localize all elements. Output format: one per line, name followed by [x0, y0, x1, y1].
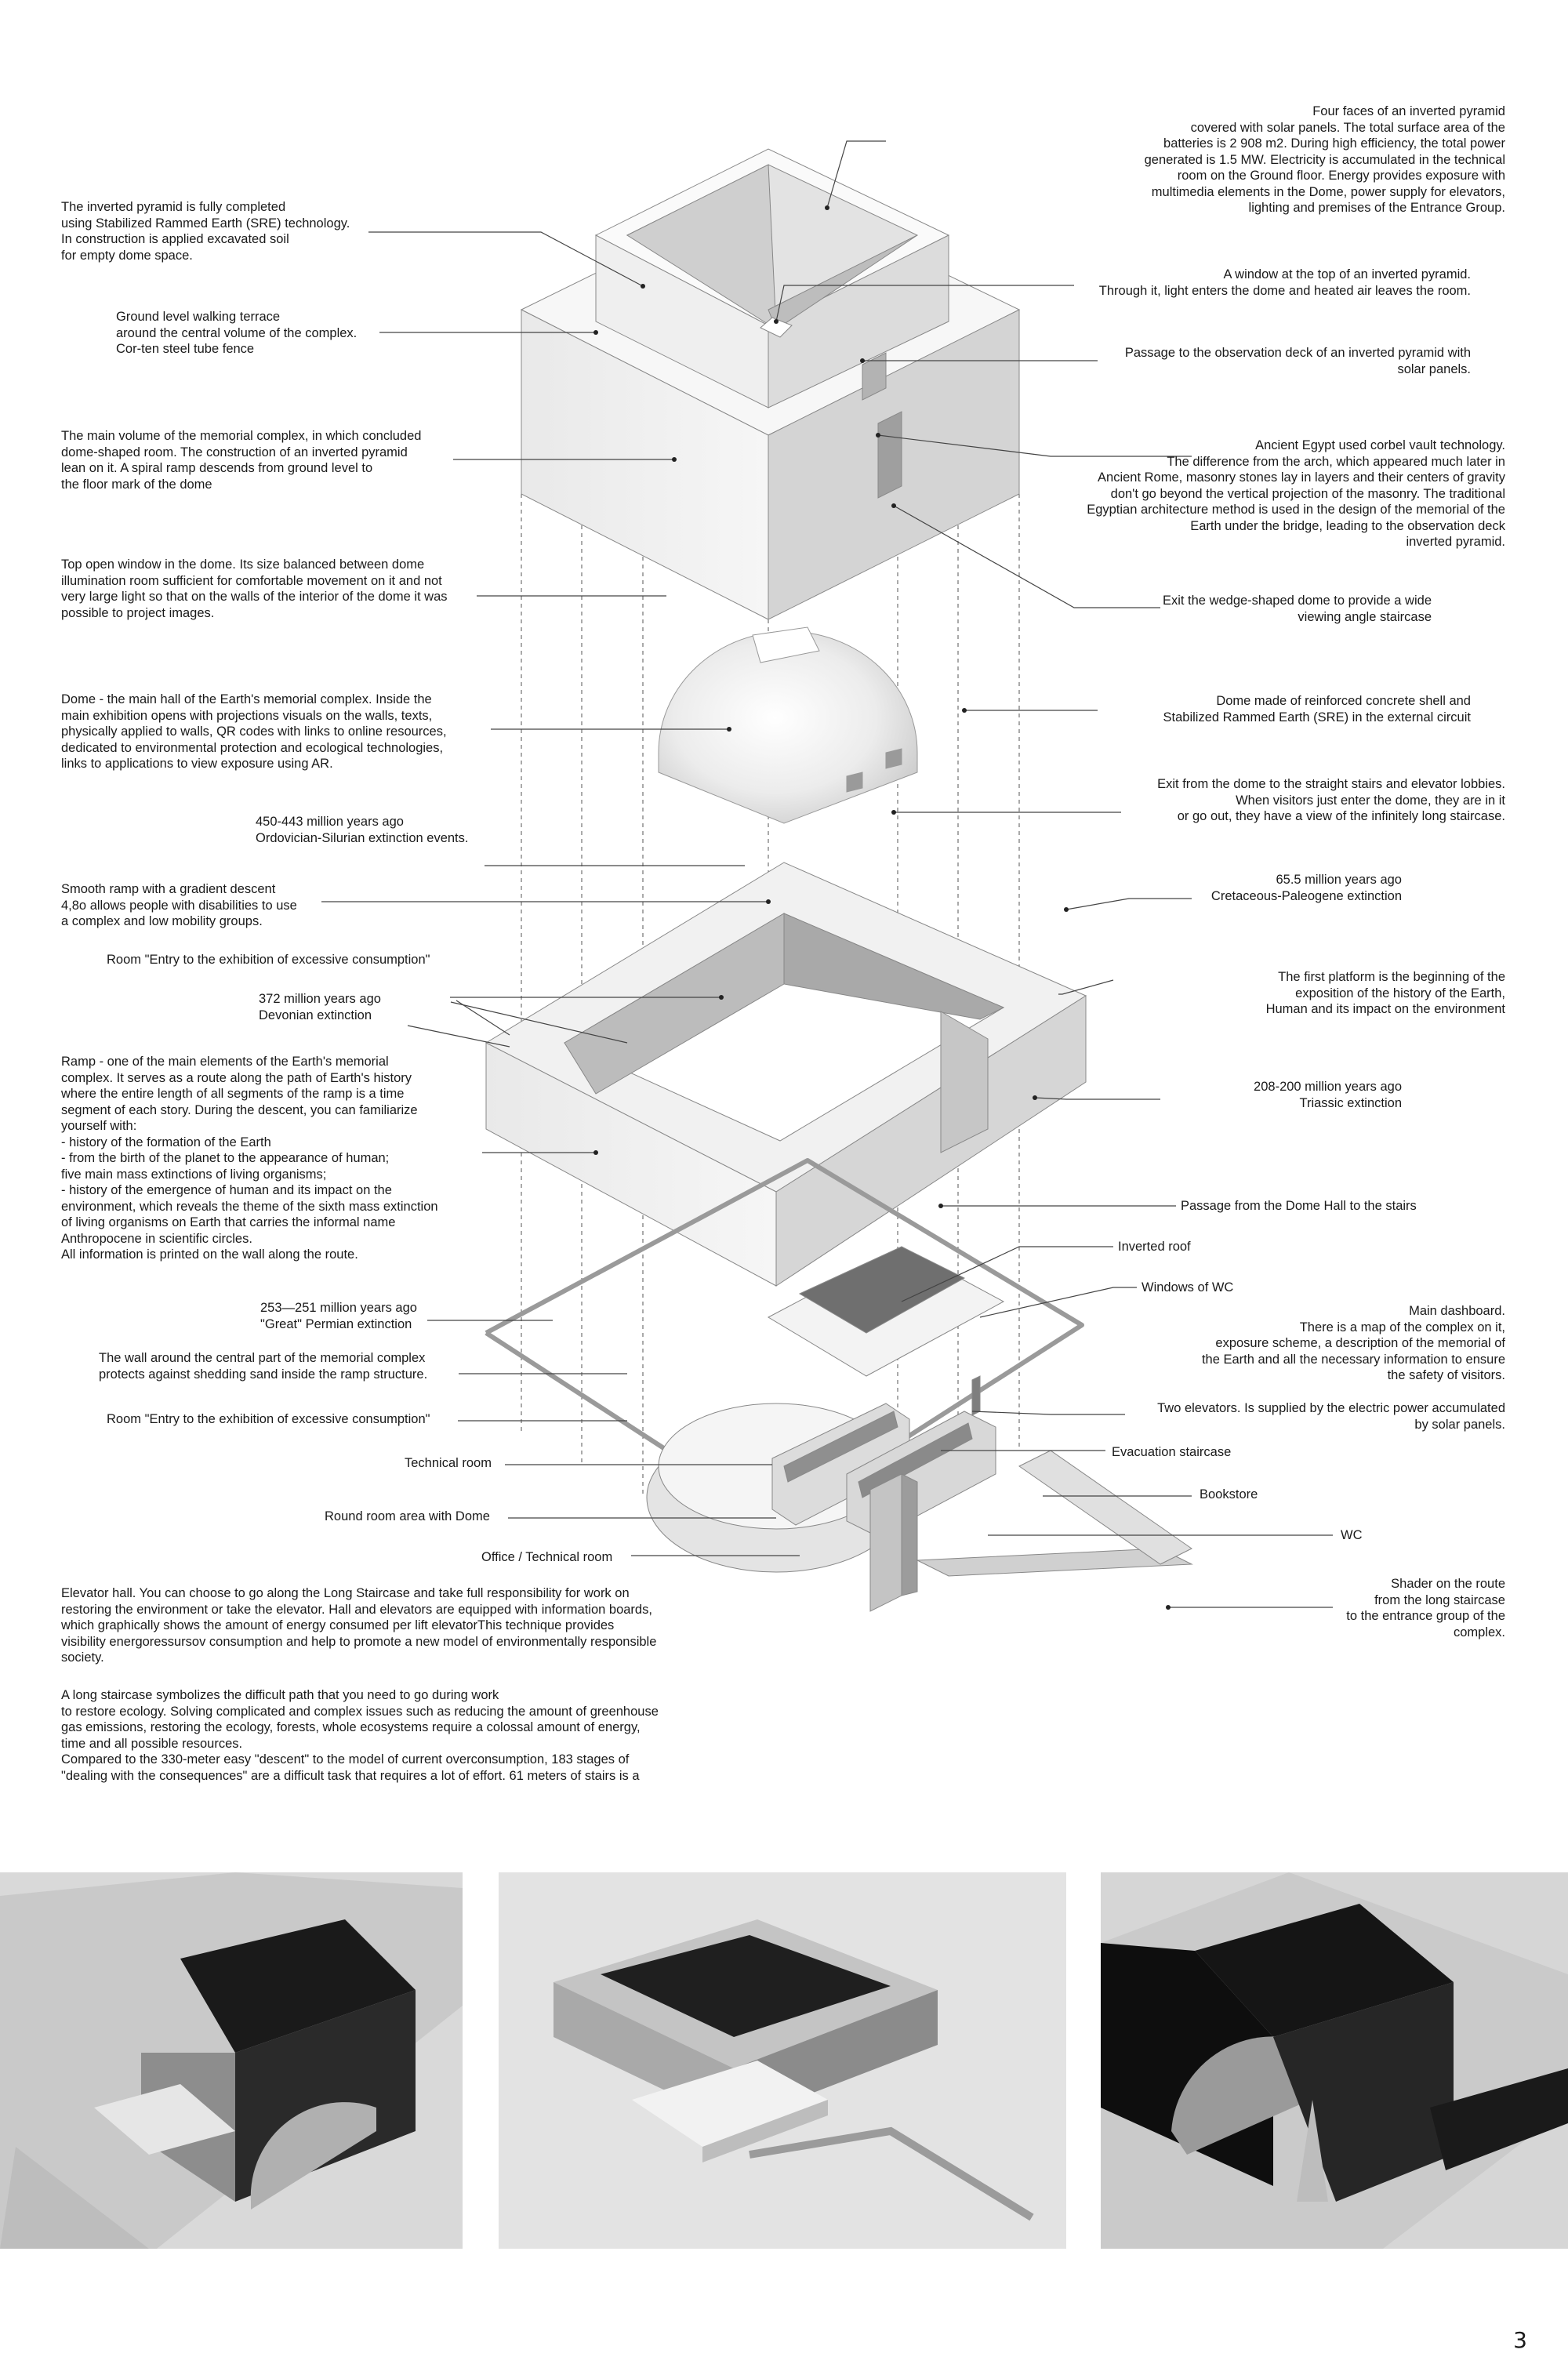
annotation-top-window-dome: Top open window in the dome. Its size balanced between dome illumination room sufficient for comfortable movement on it and not very large light so that on the walls of the interior of the dome it was possible to project images. — [61, 557, 448, 620]
annotation-shader-route: Shader on the route from the long staircase to the entrance group of the complex. — [1346, 1577, 1505, 1639]
annotation-technical-room: Technical room — [405, 1456, 492, 1470]
render-section-left — [0, 1872, 463, 2249]
annotation-main-volume: The main volume of the memorial complex, in which concluded dome-shaped room. The construction of an inverted pyramid lean on it. A spiral ramp descends from ground level to the floor mark of the dome — [61, 429, 422, 492]
annotation-two-elevators: Two elevators. Is supplied by the electric power accumulated by solar panels. — [1157, 1401, 1505, 1432]
annotation-dome-concrete: Dome made of reinforced concrete shell and Stabilized Rammed Earth (SRE) in the external circuit — [1163, 694, 1471, 724]
annotation-first-platform: The first platform is the beginning of the exposition of the history of the Earth, Human and its impact on the environment — [1265, 970, 1505, 1016]
annotation-room-entry-1: Room "Entry to the exhibition of excessive consumption" — [107, 953, 430, 967]
annotation-round-room: Round room area with Dome — [325, 1509, 490, 1523]
annotation-office-technical: Office / Technical room — [481, 1550, 613, 1564]
annotation-smooth-ramp: Smooth ramp with a gradient descent 4,8o allows people with disabilities to use a complex and low mobility groups. — [61, 882, 297, 928]
annotation-elevator-hall: Elevator hall. You can choose to go along the Long Staircase and take full responsibility for work on restoring the environment or take the elevator. Hall and elevators are equipped with information boards, which graphically shows the amount of energy consumed per lift elevatorThis technique provides visibility energoressursov consumption and help to promote a new model of environmentally responsible society. — [61, 1586, 657, 1665]
render-exterior-middle — [499, 1872, 1066, 2249]
render-section-right — [1101, 1872, 1568, 2249]
annotation-inverted-roof: Inverted roof — [1118, 1240, 1191, 1254]
annotation-main-dashboard: Main dashboard. There is a map of the complex on it, exposure scheme, a description of the memorial of the Earth and all the necessary information to ensure the safety of visitors. — [1201, 1304, 1505, 1382]
ramp-structure — [486, 862, 1086, 1286]
annotation-exit-wedge-dome: Exit the wedge-shaped dome to provide a wide viewing angle staircase — [1162, 594, 1432, 624]
annotation-room-entry-2: Room "Entry to the exhibition of excessive consumption" — [107, 1412, 430, 1426]
annotation-cretaceous: 65.5 million years ago Cretaceous-Paleogene extinction — [1210, 873, 1402, 903]
page-number: 3 — [1513, 2327, 1527, 2353]
annotation-window-top-pyramid: A window at the top of an inverted pyramid. Through it, light enters the dome and heated air leaves the room. — [1098, 267, 1471, 298]
annotation-wall-central: The wall around the central part of the memorial complex protects against shedding sand inside the ramp structure. — [99, 1351, 428, 1382]
annotation-inverted-pyramid-sre: The inverted pyramid is fully completed using Stabilized Rammed Earth (SRE) technology. In construction is applied excavated soil for empty dome space. — [61, 200, 350, 263]
annotation-walking-terrace: Ground level walking terrace around the central volume of the complex. Cor-ten steel tube fence — [116, 310, 358, 356]
annotation-triassic: 208-200 million years ago Triassic extinction — [1254, 1080, 1402, 1110]
annotation-passage-observation: Passage to the observation deck of an inverted pyramid with solar panels. — [1124, 346, 1471, 376]
annotation-long-staircase: A long staircase symbolizes the difficult path that you need to go during work to restore ecology. Solving complicated and complex issues such as reducing the amount of greenhouse gas emissions, restoring the ecology, forests, whole ecosystems require a colossal amount of energy, time and all possible resources. Compared to the 330-meter easy "descent" to the model of current overconsumption, 183 stages of "dealing with the consequences" are a difficult task that requires a lot of effort. 61 meters of stairs is a — [61, 1688, 659, 1783]
annotation-ordovician: 450-443 million years ago Ordovician-Silurian extinction events. — [256, 815, 469, 845]
main-volume-block — [521, 149, 1019, 619]
dome — [659, 627, 917, 823]
annotation-evacuation-staircase: Evacuation staircase — [1112, 1445, 1232, 1459]
annotation-exit-straight-stairs: Exit from the dome to the straight stairs and elevator lobbies. When visitors just enter the dome, they are in it or go out, they have a view of the infinitely long staircase. — [1157, 777, 1505, 823]
annotation-dome-main-hall: Dome - the main hall of the Earth's memorial complex. Inside the main exhibition opens with projections visuals on the walls, texts, physically applied to walls, QR codes with links to online resources, dedicated to environmental protection and ecological technologies, links to applications to view exposure using AR. — [61, 692, 447, 771]
annotation-ramp-main: Ramp - one of the main elements of the Earth's memorial complex. It serves as a route along the path of Earth's history where the entire length of all segments of the ramp is a time segment of each story. During the descent, you can familiarize yourself with: - history of the formation of the Earth - from the birth of the planet to the appearance of human; five main mass extinctions of living organisms; - history of the emergence of human and its impact on the environment, which reveals the theme of the sixth mass extinction of living organisms on Earth that carries the informal name Anthropocene in scientific circles. All information is printed on the wall along the route. — [61, 1055, 438, 1262]
annotation-corbel-vault: Ancient Egypt used corbel vault technology. The difference from the arch, which appeared much later in Ancient Rome, masonry stones lay in layers and their centers of gravity don't go beyond the vertical projection of the masonry. The traditional Egyptian architecture method is used in the design of the memorial of the Earth under the bridge, leading to the observation deck inverted pyramid. — [1087, 438, 1505, 549]
annotation-bookstore: Bookstore — [1200, 1487, 1258, 1501]
annotation-wc: WC — [1341, 1528, 1363, 1542]
annotation-permian: 253—251 million years ago "Great" Permian extinction — [260, 1301, 417, 1331]
annotation-devonian: 372 million years ago Devonian extinction — [259, 992, 381, 1022]
annotation-passage-dome-hall: Passage from the Dome Hall to the stairs — [1181, 1199, 1417, 1213]
annotation-solar-panels: Four faces of an inverted pyramid covered with solar panels. The total surface area of the batteries is 2 908 m2. During high efficiency, the total power generated is 1.5 MW. Electricity is accumulated in the technical room on the Ground floor. Energy provides exposure with multimedia elements in the Dome, power supply for elevators, lighting and premises of the Entrance Group. — [1144, 104, 1505, 215]
annotation-windows-wc: Windows of WC — [1142, 1280, 1234, 1295]
